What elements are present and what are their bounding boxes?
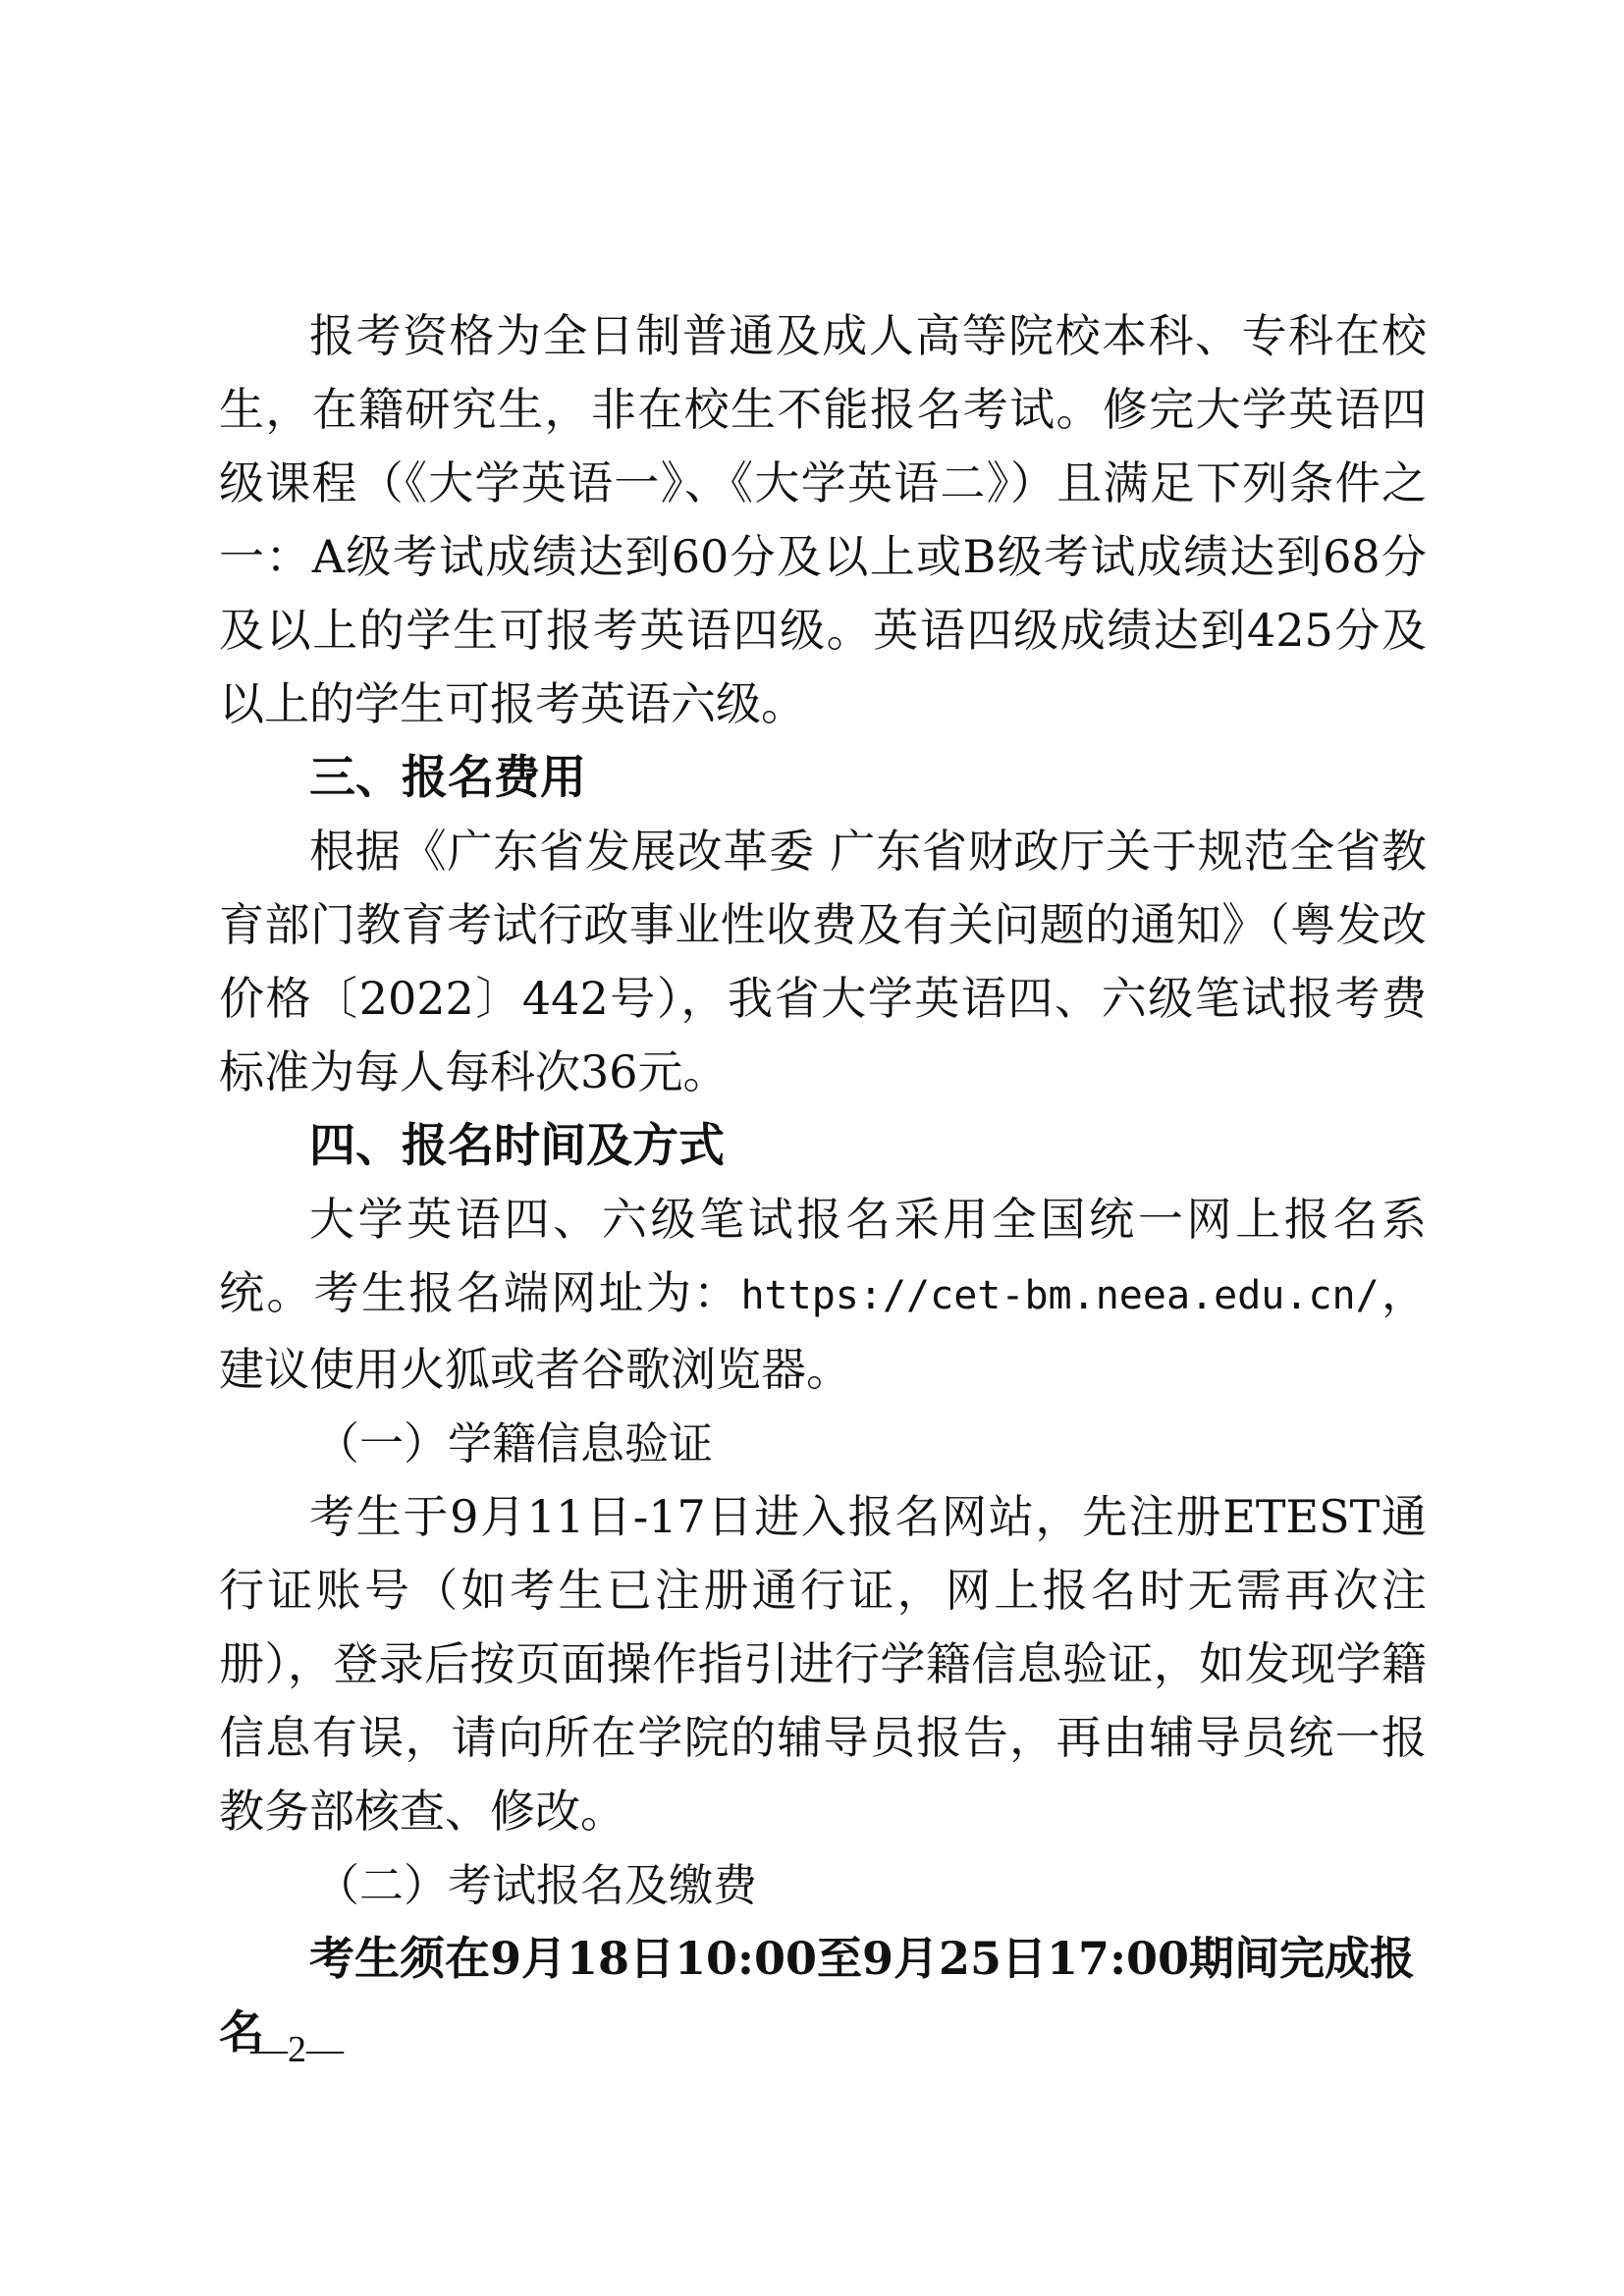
page-number: —2— xyxy=(250,2029,344,2070)
document-body xyxy=(219,299,1427,2069)
section-4-body-pre: 大学英语四、六级笔试报名采用全国统一网上报名系统。考生报名端网址为： xyxy=(219,1193,1427,1319)
section-3-heading: 三、报名费用 xyxy=(309,751,586,805)
eligibility-paragraph: 报考资格为全日制普通及成人高等院校本科、专科在校生，在籍研究生，非在校生不能报名考试。修完大学英语四级课程（《大学英语一》、《大学英语二》）且满足下列条件之一：A级考试成绩达到60分及以上或B级考试成绩达到68分及以上的学生可报考英语四级。英语四级成绩达到425分及以上的学生可报考英语六级。 xyxy=(219,309,1427,730)
subsection-2-body: 考生须在9月18日10:00至9月25日17:00期间完成报名 xyxy=(219,1932,1416,2058)
registration-url-link[interactable]: https://cet-bm.neea.edu.cn/ xyxy=(740,1273,1380,1318)
subsection-1-heading: （一）学籍信息验证 xyxy=(315,1417,714,1469)
section-4-body-post: ，建议使用火狐或者谷歌浏览器。 xyxy=(219,1266,1428,1396)
subsection-1-body: 考生于9月11日-17日进入报名网站，先注册ETEST通行证账号（如考生已注册通行证，网上报名时无需再次注册），登录后按页面操作指引进行学籍信息验证，如发现学籍信息有误，请向所在学院的辅导员报告，再由辅导员统一报教务部核查、修改。 xyxy=(219,1490,1427,1838)
section-3-body: 根据《广东省发展改革委 广东省财政厅关于规范全省教育部门教育考试行政事业性收费及有关问题的通知》（粤发改价格〔2022〕442号），我省大学英语四、六级笔试报考费标准为每人每科次36元。 xyxy=(219,825,1427,1098)
subsection-2-heading: （二）考试报名及缴费 xyxy=(315,1859,758,1911)
section-4-body xyxy=(219,1183,1427,1407)
section-4-heading: 四、报名时间及方式 xyxy=(309,1119,725,1173)
